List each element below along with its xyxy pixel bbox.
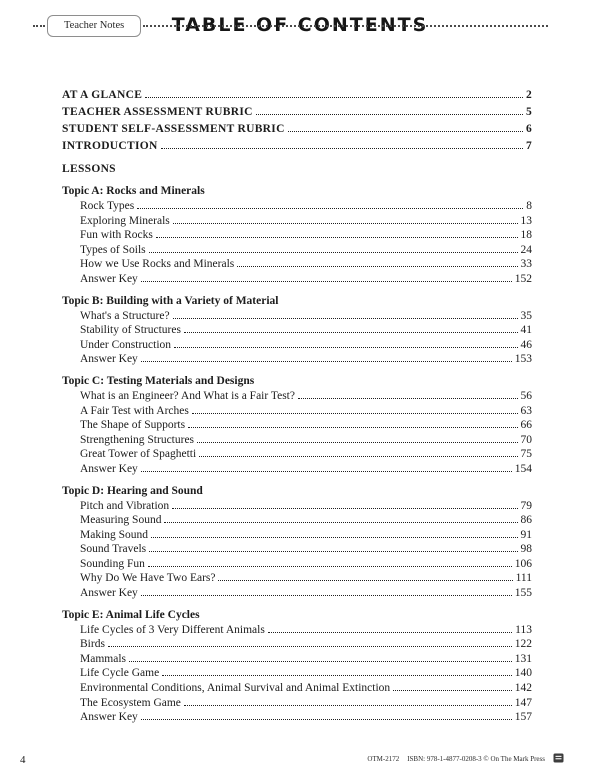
toc-entry bbox=[62, 666, 532, 681]
dot-leader bbox=[141, 361, 512, 362]
toc-entry-label: How we Use Rocks and Minerals bbox=[80, 258, 235, 271]
toc-entry-label: Measuring Sound bbox=[80, 514, 162, 527]
toc-entry bbox=[62, 228, 532, 243]
toc-entry bbox=[62, 433, 532, 448]
dot-leader bbox=[237, 266, 517, 267]
dot-leader bbox=[141, 281, 512, 282]
toc-entry-label: What's a Structure? bbox=[80, 309, 170, 322]
dot-leader bbox=[164, 522, 517, 523]
topic-heading: Topic A: Rocks and Minerals bbox=[62, 185, 205, 197]
toc-entry-page: 24 bbox=[520, 243, 532, 256]
toc-entry-label: Sound Travels bbox=[80, 543, 147, 556]
topic-heading: Topic D: Hearing and Sound bbox=[62, 484, 203, 497]
dot-leader bbox=[108, 646, 512, 647]
toc-entry-label: Answer Key bbox=[80, 272, 138, 285]
dot-leader bbox=[161, 148, 523, 149]
publisher-press-icon bbox=[553, 753, 564, 766]
toc-entry-page: 106 bbox=[514, 557, 532, 570]
dot-leader bbox=[268, 632, 512, 633]
dot-leader bbox=[149, 551, 517, 552]
dot-leader bbox=[173, 318, 518, 319]
dotted-rule-right bbox=[143, 25, 548, 27]
toc-entry-label: Exploring Minerals bbox=[80, 214, 170, 227]
footer-credits bbox=[367, 753, 564, 766]
toc-entry-page: 157 bbox=[514, 711, 532, 724]
toc-entry-page: 147 bbox=[514, 696, 532, 709]
dot-leader bbox=[184, 705, 512, 706]
topic-heading: Topic B: Building with a Variety of Material bbox=[62, 294, 279, 307]
toc-entry-label: Answer Key bbox=[80, 353, 138, 366]
toc-entry bbox=[62, 323, 532, 338]
dot-leader bbox=[162, 675, 512, 676]
toc-entry bbox=[62, 513, 532, 528]
toc-entry bbox=[62, 309, 532, 324]
toc-entry bbox=[62, 138, 532, 155]
toc-entry-label: Fun with Rocks bbox=[80, 229, 153, 242]
teacher-notes-tab-row bbox=[33, 14, 548, 38]
toc-entry bbox=[62, 243, 532, 258]
toc-entry bbox=[62, 257, 532, 272]
footer-page-number: 4 bbox=[20, 754, 26, 766]
dot-leader bbox=[141, 595, 512, 596]
toc-entry-label: The Shape of Supports bbox=[80, 419, 186, 432]
toc-list bbox=[62, 87, 532, 725]
toc-entry-page: 63 bbox=[520, 404, 532, 417]
dot-leader bbox=[393, 690, 512, 691]
dot-leader bbox=[298, 398, 518, 399]
toc-entry-page: 13 bbox=[520, 214, 532, 227]
toc-entry-page: 98 bbox=[520, 543, 532, 556]
footer bbox=[20, 753, 564, 766]
toc-entry bbox=[62, 104, 532, 121]
toc-entry-label: Mammals bbox=[80, 652, 126, 665]
dot-leader bbox=[218, 580, 512, 581]
toc-entry-label: Answer Key bbox=[80, 462, 138, 475]
dotted-rule-left bbox=[33, 25, 45, 27]
toc-entry-label: Life Cycles of 3 Very Different Animals bbox=[80, 623, 265, 636]
toc-entry bbox=[62, 623, 532, 638]
dot-leader bbox=[173, 223, 518, 224]
toc-entry-label: Sounding Fun bbox=[80, 557, 145, 570]
footer-isbn-copyright: ISBN: 978-1-4877-0208-3 © On The Mark Press bbox=[407, 755, 545, 763]
dot-leader bbox=[288, 131, 523, 132]
toc-entry bbox=[62, 389, 532, 404]
toc-entry-page: 75 bbox=[520, 448, 532, 461]
toc-entry-page: 5 bbox=[525, 106, 532, 118]
toc-entry-page: 142 bbox=[514, 682, 532, 695]
toc-entry-page: 152 bbox=[514, 272, 532, 285]
toc-entry-label: Rock Types bbox=[80, 200, 135, 212]
toc-entry-page: 122 bbox=[514, 638, 532, 651]
toc-entry bbox=[62, 542, 532, 557]
dot-leader bbox=[141, 471, 512, 472]
toc-entry-page: 111 bbox=[515, 572, 532, 585]
toc-entry bbox=[62, 710, 532, 725]
toc-entry-label: Stability of Structures bbox=[80, 324, 181, 337]
toc-entry bbox=[62, 652, 532, 667]
toc-entry-label: Why Do We Have Two Ears? bbox=[80, 572, 216, 585]
toc-entry bbox=[62, 418, 532, 433]
dot-leader bbox=[184, 332, 518, 333]
dot-leader bbox=[172, 508, 517, 509]
teacher-notes-tab-label: Teacher Notes bbox=[64, 20, 125, 31]
toc-entry-label: Environmental Conditions, Animal Survival and Animal Extinction bbox=[80, 682, 391, 695]
toc-entry-page: 70 bbox=[520, 433, 532, 446]
toc-entry-label: Under Construction bbox=[80, 338, 172, 351]
toc-entry-label: Answer Key bbox=[80, 587, 138, 600]
toc-entry bbox=[62, 499, 532, 514]
toc-entry bbox=[62, 214, 532, 229]
toc-entry-page: 33 bbox=[520, 258, 532, 271]
toc-entry-label: Pitch and Vibration bbox=[80, 499, 170, 512]
toc-entry-page: 113 bbox=[515, 623, 532, 636]
toc-entry bbox=[62, 404, 532, 419]
toc-entry-label: A Fair Test with Arches bbox=[80, 404, 189, 417]
toc-entry bbox=[62, 462, 532, 477]
toc-entry-page: 35 bbox=[520, 309, 532, 322]
teacher-notes-tab bbox=[47, 15, 141, 37]
dot-leader bbox=[145, 97, 523, 98]
toc-entry-page: 66 bbox=[520, 419, 532, 432]
toc-entry-label: STUDENT SELF-ASSESSMENT RUBRIC bbox=[62, 123, 285, 135]
dot-leader bbox=[141, 719, 512, 720]
toc-entry bbox=[62, 352, 532, 367]
dot-leader bbox=[156, 237, 518, 238]
toc-entry-page: 140 bbox=[514, 667, 532, 680]
toc-entry-label: AT A GLANCE bbox=[62, 89, 143, 101]
toc-entry bbox=[62, 87, 532, 104]
toc-entry-page: 153 bbox=[514, 353, 532, 366]
dot-leader bbox=[256, 114, 523, 115]
toc-entry-label: TEACHER ASSESSMENT RUBRIC bbox=[62, 106, 253, 118]
dot-leader bbox=[199, 456, 517, 457]
toc-entry-label: What is an Engineer? And What is a Fair Test? bbox=[80, 389, 295, 402]
dot-leader bbox=[129, 661, 512, 662]
toc-entry-page: 131 bbox=[514, 652, 532, 665]
toc-entry-label: Types of Soils bbox=[80, 243, 146, 256]
toc-entry-page: 2 bbox=[525, 89, 532, 101]
dot-leader bbox=[188, 427, 517, 428]
toc-entry-label: Answer Key bbox=[80, 711, 138, 724]
toc-entry bbox=[62, 696, 532, 711]
dot-leader bbox=[137, 208, 523, 209]
toc-entry-label: Strengthening Structures bbox=[80, 433, 195, 446]
toc-entry-label: Great Tower of Spaghetti bbox=[80, 448, 197, 461]
toc-entry-page: 155 bbox=[514, 587, 532, 600]
toc-entry bbox=[62, 272, 532, 287]
toc-entry-page: 41 bbox=[520, 324, 532, 337]
dot-leader bbox=[148, 566, 512, 567]
toc-entry-page: 56 bbox=[520, 389, 532, 402]
toc-entry-page: 18 bbox=[520, 229, 532, 242]
toc-entry-label: Making Sound bbox=[80, 528, 149, 541]
toc-entry-page: 154 bbox=[514, 462, 532, 475]
footer-catalog-number: OTM-2172 bbox=[367, 755, 400, 763]
topic-heading: Topic C: Testing Materials and Designs bbox=[62, 374, 255, 387]
dot-leader bbox=[192, 413, 518, 414]
dot-leader bbox=[197, 442, 517, 443]
toc-entry bbox=[62, 681, 532, 696]
toc-entry bbox=[62, 121, 532, 138]
toc-entry bbox=[62, 637, 532, 652]
toc-entry-page: 6 bbox=[525, 123, 532, 135]
toc-entry-label: INTRODUCTION bbox=[62, 140, 158, 152]
page-title: TABLE OF CONTENTS bbox=[171, 14, 429, 36]
toc-entry bbox=[62, 199, 532, 214]
dot-leader bbox=[174, 347, 517, 348]
toc-entry bbox=[62, 571, 532, 586]
toc-entry-label: Birds bbox=[80, 638, 105, 651]
toc-entry-label: The Ecosystem Game bbox=[80, 696, 181, 709]
dot-leader bbox=[151, 537, 517, 538]
toc-entry bbox=[62, 447, 532, 462]
toc-entry-page: 8 bbox=[526, 200, 532, 212]
toc-entry bbox=[62, 586, 532, 601]
toc-entry-page: 91 bbox=[520, 528, 532, 541]
toc-entry bbox=[62, 557, 532, 572]
dot-leader bbox=[149, 252, 518, 253]
toc-entry-page: 46 bbox=[520, 338, 532, 351]
toc-entry-label: Life Cycle Game bbox=[80, 667, 160, 680]
toc-entry-page: 86 bbox=[520, 514, 532, 527]
toc-entry-page: 7 bbox=[525, 140, 532, 152]
lessons-heading: LESSONS bbox=[62, 163, 116, 175]
toc-entry-page: 79 bbox=[520, 499, 532, 512]
toc-entry bbox=[62, 338, 532, 353]
topic-heading: Topic E: Animal Life Cycles bbox=[62, 608, 200, 621]
toc-entry bbox=[62, 528, 532, 543]
